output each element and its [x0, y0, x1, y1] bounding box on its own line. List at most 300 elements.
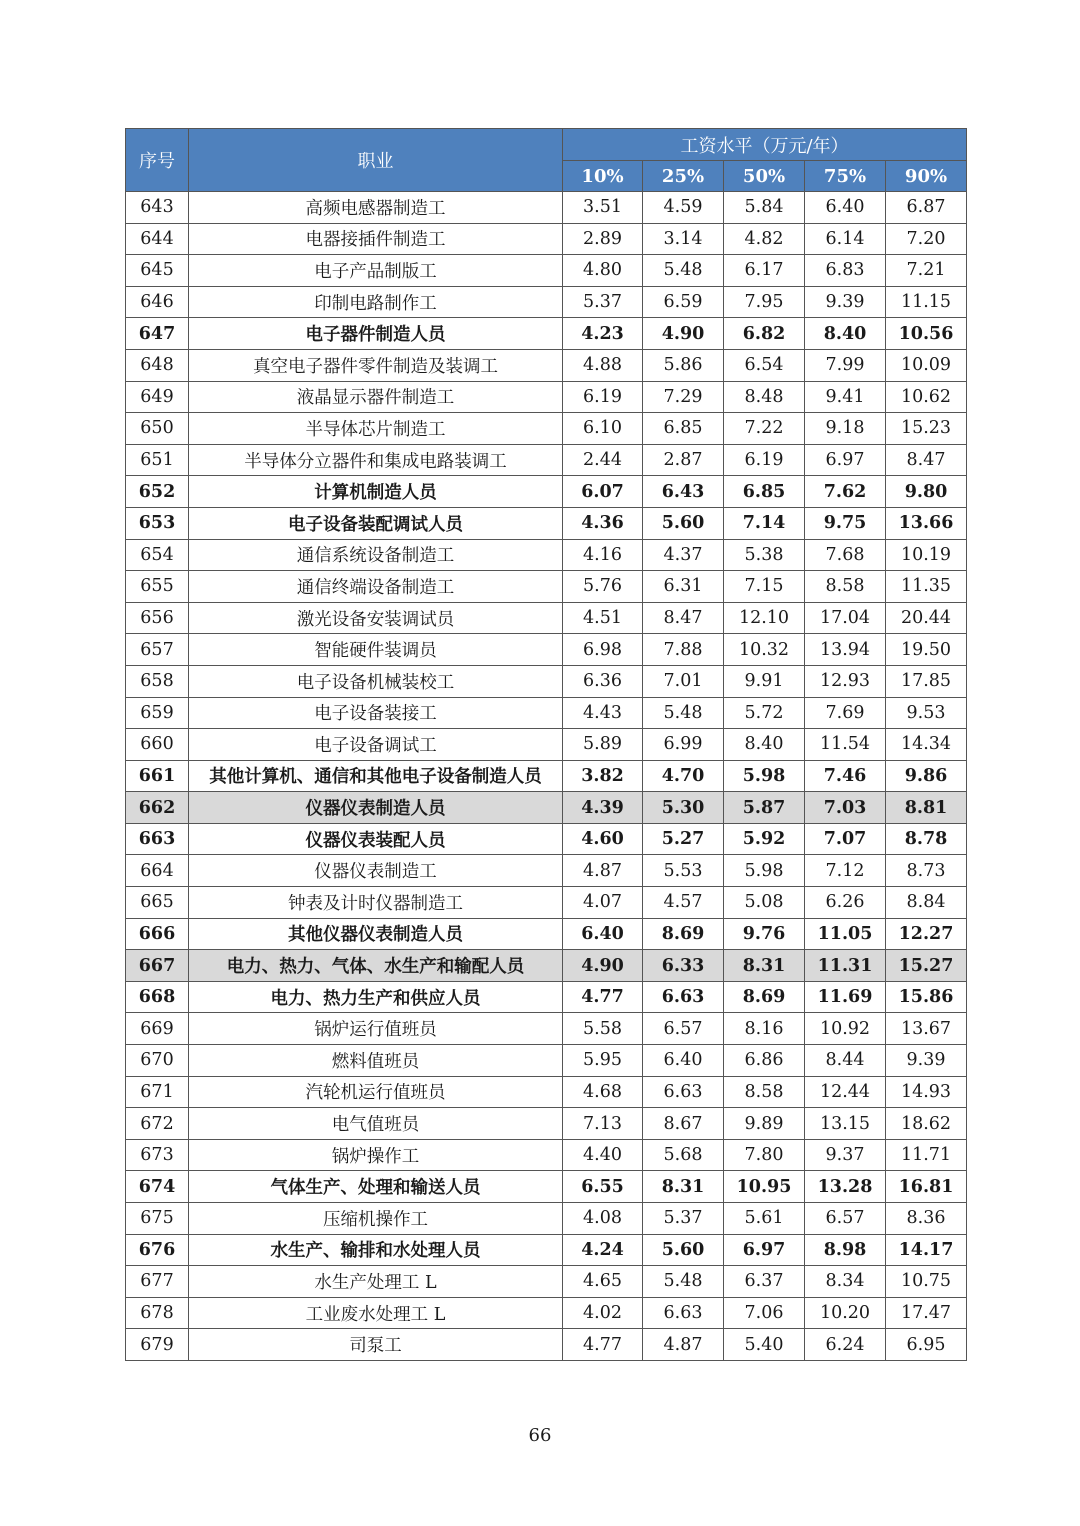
cell-occupation: 水生产、输排和水处理人员	[189, 1234, 563, 1266]
table-row	[126, 887, 967, 919]
cell-p25: 4.90	[643, 318, 724, 350]
cell-p50: 5.84	[724, 192, 805, 224]
cell-p75: 6.83	[805, 255, 886, 287]
cell-p90: 15.27	[886, 950, 967, 982]
cell-seq: 654	[126, 539, 189, 571]
cell-p50: 12.10	[724, 602, 805, 634]
cell-p25: 6.63	[643, 1297, 724, 1329]
table-row	[126, 981, 967, 1013]
table-row	[126, 729, 967, 761]
cell-occupation: 工业废水处理工 L	[189, 1297, 563, 1329]
table-row	[126, 1045, 967, 1077]
cell-p90: 9.86	[886, 760, 967, 792]
table-row	[126, 1266, 967, 1298]
cell-seq: 673	[126, 1139, 189, 1171]
cell-p75: 6.24	[805, 1329, 886, 1361]
header-seq: 序号	[126, 129, 189, 192]
cell-p50: 6.54	[724, 349, 805, 381]
cell-p50: 5.98	[724, 760, 805, 792]
cell-p10: 4.39	[563, 792, 643, 824]
cell-p10: 4.23	[563, 318, 643, 350]
cell-occupation: 电力、热力、气体、水生产和输配人员	[189, 950, 563, 982]
cell-seq: 663	[126, 823, 189, 855]
cell-p25: 7.29	[643, 381, 724, 413]
cell-p75: 13.15	[805, 1108, 886, 1140]
cell-p10: 6.07	[563, 476, 643, 508]
table-row	[126, 1171, 967, 1203]
cell-occupation: 仪器仪表制造工	[189, 855, 563, 887]
table-row	[126, 571, 967, 603]
cell-p90: 10.56	[886, 318, 967, 350]
cell-p75: 8.40	[805, 318, 886, 350]
cell-p90: 13.66	[886, 507, 967, 539]
cell-p10: 4.02	[563, 1297, 643, 1329]
cell-p10: 4.08	[563, 1203, 643, 1235]
cell-p50: 6.97	[724, 1234, 805, 1266]
cell-p25: 6.59	[643, 286, 724, 318]
cell-p75: 7.62	[805, 476, 886, 508]
cell-seq: 652	[126, 476, 189, 508]
cell-p90: 8.73	[886, 855, 967, 887]
cell-p25: 2.87	[643, 444, 724, 476]
cell-p10: 4.60	[563, 823, 643, 855]
cell-p50: 5.38	[724, 539, 805, 571]
cell-p25: 4.87	[643, 1329, 724, 1361]
cell-p25: 5.60	[643, 507, 724, 539]
cell-p50: 10.32	[724, 634, 805, 666]
cell-seq: 651	[126, 444, 189, 476]
cell-p25: 4.70	[643, 760, 724, 792]
cell-p25: 3.14	[643, 223, 724, 255]
cell-p75: 9.39	[805, 286, 886, 318]
cell-p10: 5.76	[563, 571, 643, 603]
cell-seq: 661	[126, 760, 189, 792]
header-p90: 90%	[886, 161, 967, 192]
cell-occupation: 锅炉操作工	[189, 1139, 563, 1171]
cell-p75: 6.40	[805, 192, 886, 224]
cell-p90: 16.81	[886, 1171, 967, 1203]
cell-seq: 643	[126, 192, 189, 224]
cell-p10: 6.19	[563, 381, 643, 413]
cell-seq: 676	[126, 1234, 189, 1266]
cell-p50: 6.86	[724, 1045, 805, 1077]
table-row	[126, 823, 967, 855]
cell-occupation: 激光设备安装调试员	[189, 602, 563, 634]
cell-seq: 653	[126, 507, 189, 539]
cell-p90: 11.71	[886, 1139, 967, 1171]
page-number: 66	[528, 1425, 552, 1446]
cell-p50: 6.85	[724, 476, 805, 508]
cell-occupation: 汽轮机运行值班员	[189, 1076, 563, 1108]
cell-p10: 4.77	[563, 1329, 643, 1361]
cell-occupation: 电子设备装接工	[189, 697, 563, 729]
table-row	[126, 792, 967, 824]
cell-p50: 5.92	[724, 823, 805, 855]
table-row	[126, 223, 967, 255]
cell-seq: 657	[126, 634, 189, 666]
table-row	[126, 1139, 967, 1171]
table-row	[126, 665, 967, 697]
cell-p10: 4.24	[563, 1234, 643, 1266]
cell-p10: 2.89	[563, 223, 643, 255]
cell-p90: 6.87	[886, 192, 967, 224]
cell-p25: 8.47	[643, 602, 724, 634]
cell-p25: 7.01	[643, 665, 724, 697]
cell-occupation: 气体生产、处理和输送人员	[189, 1171, 563, 1203]
cell-p75: 12.44	[805, 1076, 886, 1108]
table-row	[126, 697, 967, 729]
cell-p90: 20.44	[886, 602, 967, 634]
cell-p50: 8.69	[724, 981, 805, 1013]
cell-p50: 5.72	[724, 697, 805, 729]
cell-p90: 8.78	[886, 823, 967, 855]
cell-p75: 17.04	[805, 602, 886, 634]
cell-p50: 4.82	[724, 223, 805, 255]
cell-p50: 5.40	[724, 1329, 805, 1361]
cell-seq: 671	[126, 1076, 189, 1108]
cell-p90: 8.81	[886, 792, 967, 824]
table-row	[126, 760, 967, 792]
cell-p25: 5.60	[643, 1234, 724, 1266]
header-occupation: 职业	[189, 129, 563, 192]
table-row	[126, 507, 967, 539]
cell-p10: 4.43	[563, 697, 643, 729]
cell-p10: 4.88	[563, 349, 643, 381]
cell-p25: 4.57	[643, 887, 724, 919]
cell-seq: 659	[126, 697, 189, 729]
table-row	[126, 1076, 967, 1108]
cell-occupation: 电器接插件制造工	[189, 223, 563, 255]
cell-p25: 6.31	[643, 571, 724, 603]
cell-p50: 7.80	[724, 1139, 805, 1171]
cell-p50: 5.08	[724, 887, 805, 919]
cell-p75: 8.44	[805, 1045, 886, 1077]
cell-p25: 4.59	[643, 192, 724, 224]
cell-p10: 3.82	[563, 760, 643, 792]
cell-seq: 668	[126, 981, 189, 1013]
cell-p90: 14.93	[886, 1076, 967, 1108]
table-header	[126, 129, 967, 192]
cell-occupation: 计算机制造人员	[189, 476, 563, 508]
cell-p50: 9.76	[724, 918, 805, 950]
cell-occupation: 印制电路制作工	[189, 286, 563, 318]
cell-occupation: 压缩机操作工	[189, 1203, 563, 1235]
cell-p50: 6.19	[724, 444, 805, 476]
cell-p25: 8.67	[643, 1108, 724, 1140]
cell-occupation: 电子设备机械装校工	[189, 665, 563, 697]
cell-p50: 7.14	[724, 507, 805, 539]
cell-seq: 662	[126, 792, 189, 824]
cell-seq: 660	[126, 729, 189, 761]
cell-p50: 8.31	[724, 950, 805, 982]
cell-p75: 7.99	[805, 349, 886, 381]
cell-p25: 5.48	[643, 697, 724, 729]
cell-p25: 7.88	[643, 634, 724, 666]
cell-p25: 6.85	[643, 413, 724, 445]
cell-p25: 5.48	[643, 1266, 724, 1298]
cell-p50: 5.61	[724, 1203, 805, 1235]
cell-p75: 11.54	[805, 729, 886, 761]
cell-p25: 5.68	[643, 1139, 724, 1171]
cell-p90: 12.27	[886, 918, 967, 950]
cell-p75: 10.20	[805, 1297, 886, 1329]
cell-seq: 666	[126, 918, 189, 950]
cell-p90: 15.86	[886, 981, 967, 1013]
cell-seq: 648	[126, 349, 189, 381]
cell-occupation: 智能硬件装调员	[189, 634, 563, 666]
cell-p90: 7.20	[886, 223, 967, 255]
cell-p90: 11.15	[886, 286, 967, 318]
cell-seq: 674	[126, 1171, 189, 1203]
cell-p75: 13.28	[805, 1171, 886, 1203]
cell-seq: 679	[126, 1329, 189, 1361]
cell-occupation: 水生产处理工 L	[189, 1266, 563, 1298]
cell-p75: 8.58	[805, 571, 886, 603]
wage-table	[125, 128, 967, 1361]
cell-p10: 4.68	[563, 1076, 643, 1108]
cell-p25: 5.37	[643, 1203, 724, 1235]
cell-p75: 11.05	[805, 918, 886, 950]
cell-p10: 5.89	[563, 729, 643, 761]
cell-p90: 10.75	[886, 1266, 967, 1298]
cell-p75: 7.07	[805, 823, 886, 855]
cell-p10: 4.16	[563, 539, 643, 571]
cell-p50: 8.40	[724, 729, 805, 761]
cell-p90: 7.21	[886, 255, 967, 287]
cell-occupation: 电子产品制版工	[189, 255, 563, 287]
cell-p10: 6.10	[563, 413, 643, 445]
cell-p10: 6.55	[563, 1171, 643, 1203]
table-body	[126, 192, 967, 1361]
cell-p90: 8.47	[886, 444, 967, 476]
cell-p50: 6.37	[724, 1266, 805, 1298]
cell-p50: 5.87	[724, 792, 805, 824]
table-row	[126, 1234, 967, 1266]
cell-p90: 19.50	[886, 634, 967, 666]
cell-p90: 8.36	[886, 1203, 967, 1235]
table-row	[126, 413, 967, 445]
cell-p90: 8.84	[886, 887, 967, 919]
cell-p25: 5.27	[643, 823, 724, 855]
cell-occupation: 司泵工	[189, 1329, 563, 1361]
cell-p90: 10.09	[886, 349, 967, 381]
cell-occupation: 燃料值班员	[189, 1045, 563, 1077]
table-row	[126, 349, 967, 381]
table-row	[126, 192, 967, 224]
cell-p90: 13.67	[886, 1013, 967, 1045]
cell-p25: 8.31	[643, 1171, 724, 1203]
cell-p25: 4.37	[643, 539, 724, 571]
cell-seq: 645	[126, 255, 189, 287]
cell-occupation: 仪器仪表装配人员	[189, 823, 563, 855]
cell-p25: 5.48	[643, 255, 724, 287]
cell-occupation: 锅炉运行值班员	[189, 1013, 563, 1045]
header-p10: 10%	[563, 161, 643, 192]
cell-seq: 677	[126, 1266, 189, 1298]
cell-p50: 5.98	[724, 855, 805, 887]
cell-occupation: 电子器件制造人员	[189, 318, 563, 350]
cell-occupation: 真空电子器件零件制造及装调工	[189, 349, 563, 381]
header-p75: 75%	[805, 161, 886, 192]
cell-p75: 9.18	[805, 413, 886, 445]
cell-occupation: 半导体分立器件和集成电路装调工	[189, 444, 563, 476]
table-row	[126, 950, 967, 982]
cell-seq: 647	[126, 318, 189, 350]
cell-p75: 7.69	[805, 697, 886, 729]
cell-p75: 7.12	[805, 855, 886, 887]
header-p50: 50%	[724, 161, 805, 192]
cell-p25: 6.33	[643, 950, 724, 982]
cell-p75: 7.46	[805, 760, 886, 792]
cell-p25: 5.86	[643, 349, 724, 381]
cell-p90: 9.53	[886, 697, 967, 729]
table-row	[126, 539, 967, 571]
cell-p90: 9.39	[886, 1045, 967, 1077]
cell-p50: 9.91	[724, 665, 805, 697]
cell-occupation: 液晶显示器件制造工	[189, 381, 563, 413]
cell-p25: 5.53	[643, 855, 724, 887]
cell-seq: 664	[126, 855, 189, 887]
cell-seq: 672	[126, 1108, 189, 1140]
cell-p75: 9.75	[805, 507, 886, 539]
cell-seq: 656	[126, 602, 189, 634]
cell-p75: 9.41	[805, 381, 886, 413]
cell-p25: 6.43	[643, 476, 724, 508]
cell-p75: 7.68	[805, 539, 886, 571]
cell-p50: 6.17	[724, 255, 805, 287]
cell-seq: 678	[126, 1297, 189, 1329]
cell-p75: 11.69	[805, 981, 886, 1013]
cell-p75: 6.26	[805, 887, 886, 919]
cell-p50: 7.15	[724, 571, 805, 603]
cell-p10: 5.37	[563, 286, 643, 318]
cell-p10: 6.98	[563, 634, 643, 666]
cell-occupation: 其他仪器仪表制造人员	[189, 918, 563, 950]
table-row	[126, 1013, 967, 1045]
cell-p10: 4.51	[563, 602, 643, 634]
cell-p25: 5.30	[643, 792, 724, 824]
table-row	[126, 444, 967, 476]
table-row	[126, 318, 967, 350]
cell-p90: 18.62	[886, 1108, 967, 1140]
cell-p50: 7.22	[724, 413, 805, 445]
cell-seq: 667	[126, 950, 189, 982]
cell-p90: 10.19	[886, 539, 967, 571]
cell-occupation: 通信系统设备制造工	[189, 539, 563, 571]
table-row	[126, 381, 967, 413]
cell-seq: 669	[126, 1013, 189, 1045]
cell-p10: 2.44	[563, 444, 643, 476]
table-row	[126, 1297, 967, 1329]
cell-seq: 658	[126, 665, 189, 697]
cell-p90: 17.85	[886, 665, 967, 697]
cell-p10: 3.51	[563, 192, 643, 224]
cell-p25: 6.63	[643, 981, 724, 1013]
cell-p90: 10.62	[886, 381, 967, 413]
header-wage-group: 工资水平（万元/年）	[563, 129, 967, 161]
cell-p50: 8.58	[724, 1076, 805, 1108]
cell-p50: 8.48	[724, 381, 805, 413]
cell-seq: 646	[126, 286, 189, 318]
cell-p75: 6.57	[805, 1203, 886, 1235]
table-row	[126, 286, 967, 318]
cell-p50: 9.89	[724, 1108, 805, 1140]
cell-p75: 12.93	[805, 665, 886, 697]
table-row	[126, 634, 967, 666]
cell-occupation: 电力、热力生产和供应人员	[189, 981, 563, 1013]
cell-p90: 11.35	[886, 571, 967, 603]
table-row	[126, 1329, 967, 1361]
cell-p90: 9.80	[886, 476, 967, 508]
cell-p10: 5.58	[563, 1013, 643, 1045]
cell-seq: 665	[126, 887, 189, 919]
cell-p75: 6.14	[805, 223, 886, 255]
table-row	[126, 918, 967, 950]
cell-seq: 670	[126, 1045, 189, 1077]
cell-p50: 8.16	[724, 1013, 805, 1045]
cell-seq: 649	[126, 381, 189, 413]
cell-occupation: 高频电感器制造工	[189, 192, 563, 224]
table-row	[126, 255, 967, 287]
cell-seq: 655	[126, 571, 189, 603]
cell-p75: 9.37	[805, 1139, 886, 1171]
cell-p75: 13.94	[805, 634, 886, 666]
cell-p25: 6.57	[643, 1013, 724, 1045]
cell-p10: 4.80	[563, 255, 643, 287]
cell-seq: 675	[126, 1203, 189, 1235]
cell-occupation: 仪器仪表制造人员	[189, 792, 563, 824]
cell-p10: 4.90	[563, 950, 643, 982]
cell-p50: 6.82	[724, 318, 805, 350]
cell-occupation: 钟表及计时仪器制造工	[189, 887, 563, 919]
cell-p75: 8.34	[805, 1266, 886, 1298]
cell-p90: 17.47	[886, 1297, 967, 1329]
cell-p50: 7.95	[724, 286, 805, 318]
cell-p10: 5.95	[563, 1045, 643, 1077]
cell-p50: 10.95	[724, 1171, 805, 1203]
cell-seq: 650	[126, 413, 189, 445]
cell-p10: 4.36	[563, 507, 643, 539]
cell-p10: 4.65	[563, 1266, 643, 1298]
cell-occupation: 电子设备装配调试人员	[189, 507, 563, 539]
table-row	[126, 476, 967, 508]
cell-p10: 6.36	[563, 665, 643, 697]
cell-occupation: 电子设备调试工	[189, 729, 563, 761]
cell-p90: 14.34	[886, 729, 967, 761]
cell-p10: 4.40	[563, 1139, 643, 1171]
table-row	[126, 1203, 967, 1235]
cell-p10: 4.77	[563, 981, 643, 1013]
header-p25: 25%	[643, 161, 724, 192]
cell-p10: 6.40	[563, 918, 643, 950]
table-row	[126, 1108, 967, 1140]
table-row	[126, 602, 967, 634]
cell-occupation: 通信终端设备制造工	[189, 571, 563, 603]
cell-p25: 6.99	[643, 729, 724, 761]
table-row	[126, 855, 967, 887]
cell-occupation: 其他计算机、通信和其他电子设备制造人员	[189, 760, 563, 792]
cell-p25: 6.40	[643, 1045, 724, 1077]
cell-p50: 7.06	[724, 1297, 805, 1329]
cell-p25: 8.69	[643, 918, 724, 950]
cell-occupation: 电气值班员	[189, 1108, 563, 1140]
cell-p10: 4.87	[563, 855, 643, 887]
cell-p10: 4.07	[563, 887, 643, 919]
cell-p10: 7.13	[563, 1108, 643, 1140]
cell-p75: 11.31	[805, 950, 886, 982]
cell-p75: 10.92	[805, 1013, 886, 1045]
cell-p75: 8.98	[805, 1234, 886, 1266]
